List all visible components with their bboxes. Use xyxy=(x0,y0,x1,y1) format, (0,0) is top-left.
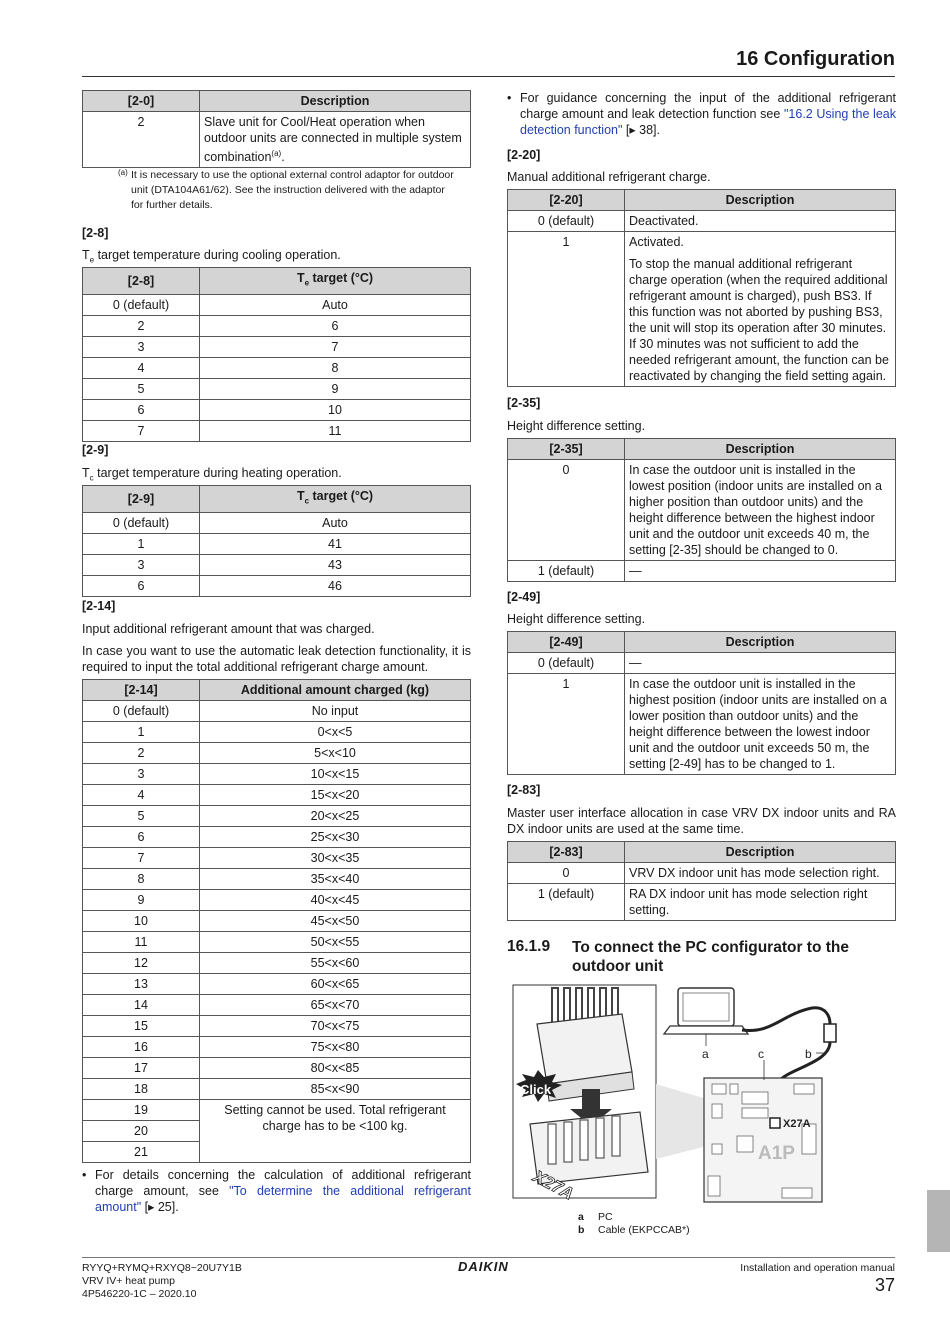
figure-legend xyxy=(578,1211,690,1237)
table-row: 0 (default) No input xyxy=(83,701,471,722)
page-number: 37 xyxy=(874,1275,895,1295)
table-row: 0 (default) Auto xyxy=(83,512,471,533)
intro-2-49: Height difference setting. xyxy=(507,612,646,626)
page-arrow-icon: ▸ xyxy=(629,123,636,137)
table-row: 0 VRV DX indoor unit has mode selection right. xyxy=(508,863,896,884)
table-row: 19 Setting cannot be used. Total refrigerant charge has to be <100 kg. xyxy=(83,1100,471,1121)
table-row: 4 8 xyxy=(83,357,471,378)
table-2-49: [2-49] Description 0 (default) — 1 In case the outdoor unit is installed in the highest position (indoor units are installed on a lower position than outdoor units) and the height difference between the lowest indoor unit and the outdoor unit exceeds 50 m, the setting [2-49] has to be changed to 1. xyxy=(507,631,896,775)
col-header: Description xyxy=(200,91,471,112)
heading-2-8: [2-8] xyxy=(82,226,109,240)
plug-housing xyxy=(537,1014,632,1084)
table-2-0 xyxy=(82,90,471,168)
legend-item: a PC xyxy=(578,1211,613,1223)
table-row: 15 70<x<75 xyxy=(83,1016,471,1037)
heading-2-9: [2-9] xyxy=(82,443,109,457)
table-row: 2 Slave unit for Cool/Heat operation when outdoor units are connected in multiple system combination$^{(a)}$. xyxy=(83,112,471,168)
brand-logo: DAIKIN xyxy=(458,1259,509,1274)
table-row: 21 xyxy=(83,1142,471,1163)
table-row: 2 6 xyxy=(83,315,471,336)
heading-2-83: [2-83] xyxy=(507,783,541,797)
heading-2-49: [2-49] xyxy=(507,590,541,604)
cross-ref-link[interactable]: "16.2 Using the leak detection function" xyxy=(520,107,896,137)
table-row: 7 30<x<35 xyxy=(83,848,471,869)
table-row: 9 40<x<45 xyxy=(83,890,471,911)
para-2-14-b: In case you want to use the automatic leak detection functionality, it is required to input the total additional refrigerant charge amount. xyxy=(82,644,471,674)
board-connector-label: X27A xyxy=(783,1118,811,1130)
table-row: 1 Activated. To stop the manual additional refrigerant charge operation (when the required additional refrigerant amount is charged), push BS3. If this function was not aborted by pushing BS3, the unit will stop its operation after 30 minutes. If 30 minutes was not sufficient to add the needed refrigerant amount, the function can be reactivated by changing the field setting again. xyxy=(508,232,896,387)
table-row: 10 45<x<50 xyxy=(83,911,471,932)
table-row: 1 0<x<5 xyxy=(83,722,471,743)
legend-item: b Cable (EKPCCAB*) xyxy=(578,1224,690,1236)
table-row: 3 7 xyxy=(83,336,471,357)
heading-2-35: [2-35] xyxy=(507,396,541,410)
table-2-20: [2-20] Description 0 (default) Deactivated. 1 Activated. To stop the manual additional refrigerant charge operation (when the required additional refrigerant amount is charged), push BS3. If this function was not aborted by pushing BS3, the unit will stop its operation after 30 minutes. If 30 minutes was not sufficient to add the needed refrigerant amount, the function can be reactivated by changing the field setting again. xyxy=(507,189,896,387)
table-row: 18 85<x<90 xyxy=(83,1079,471,1100)
table-2-35: [2-35] Description 0 In case the outdoor unit is installed in the lowest position (indoor units are installed on a higher position than outdoor units) and the height difference between the highest indoor unit and the outdoor unit exceeds 40 m, the setting [2-35] should be changed to 0. 1 (default) — xyxy=(507,438,896,582)
bullet-note-right: • For guidance concerning the input of the additional refrigerant charge amount and leak detection function see "16.2 Using the leak detection function" [▸ 38]. xyxy=(507,91,896,137)
section-number: 16.1.9 xyxy=(507,938,551,955)
table-row: 6 10 xyxy=(83,399,471,420)
table-row: 12 55<x<60 xyxy=(83,953,471,974)
table-row: 11 50<x<55 xyxy=(83,932,471,953)
table-row: 0 (default) — xyxy=(508,653,896,674)
board-label: A1P xyxy=(758,1143,795,1164)
figure-svg xyxy=(512,984,842,1204)
table-row: 0 (default) Auto xyxy=(83,294,471,315)
page-arrow-icon: ▸ xyxy=(148,1200,155,1214)
table-2-83: [2-83] Description 0 VRV DX indoor unit has mode selection right. 1 (default) RA DX indoor unit has mode selection right setting. xyxy=(507,841,896,921)
table-row: 3 43 xyxy=(83,554,471,575)
footnote: (a) It is necessary to use the optional external control adaptor for outdoor unit (DTA104A61/62). See the instruction delivered with the adaptor for further details. xyxy=(118,168,454,211)
table-row: 0 (default) Deactivated. xyxy=(508,211,896,232)
click-label: Click xyxy=(520,1082,552,1097)
table-row: 2 5<x<10 xyxy=(83,743,471,764)
heading-2-20: [2-20] xyxy=(507,148,541,162)
table-row: 7 11 xyxy=(83,420,471,441)
table-2-8: [2-8] $T_e$ target (°C) 0 (default) Auto 2 6 3 7 4 8 5 9 6 10 7 11 xyxy=(82,267,471,442)
table-row: 5 20<x<25 xyxy=(83,806,471,827)
intro-2-8: $T_e$ target temperature during cooling operation. xyxy=(82,248,341,265)
table-row: 6 46 xyxy=(83,575,471,596)
table-row: 16 75<x<80 xyxy=(83,1037,471,1058)
para-2-14-a: Input additional refrigerant amount that was charged. xyxy=(82,622,375,636)
intro-2-9: $T_c$ target temperature during heating operation. xyxy=(82,466,342,483)
cable xyxy=(742,1008,830,1031)
table-2-14: [2-14] Additional amount charged (kg) 0 (default) No input 1 0<x<5 2 5<x<10 3 10<x<15 4 15<x<20 5 20<x<25 6 25<x<30 7 30<x<35 8 35<x<40 9 40<x<45 10 45<x<50 11 50<x<55 12 55<x<60 13 60<x<65 14 65<x<70 15 70<x<75 16 75<x<80 17 80<x<85 18 85<x<90 19 Setting cannot be used. Total refrigerant charge has to be <100 kg. 20 21 xyxy=(82,679,471,1163)
table-row: 1 (default) RA DX indoor unit has mode selection right setting. xyxy=(508,884,896,921)
intro-2-83: Master user interface allocation in case VRV DX indoor units and RA DX indoor units are used at the same time. xyxy=(507,806,896,836)
table-row: 13 60<x<65 xyxy=(83,974,471,995)
bullet-note-left: • For details concerning the calculation of additional refrigerant charge amount, see "To determine the additional refrigerant amount" [▸ 25]. xyxy=(82,1168,471,1214)
connector-label: X27A xyxy=(530,1166,577,1204)
table-row: 6 25<x<30 xyxy=(83,827,471,848)
table-row: 1 41 xyxy=(83,533,471,554)
chapter-title: 16 Configuration xyxy=(736,48,895,70)
callout-b: b xyxy=(805,1047,812,1061)
cross-ref-link[interactable]: "To determine the additional refrigerant amount" xyxy=(95,1184,471,1214)
table-row: 8 35<x<40 xyxy=(83,869,471,890)
table-row: 14 65<x<70 xyxy=(83,995,471,1016)
table-row: 20 xyxy=(83,1121,471,1142)
table-row: 17 80<x<85 xyxy=(83,1058,471,1079)
footer-rule xyxy=(82,1257,895,1258)
col-header: [2-0] xyxy=(83,91,200,112)
callout-c: c xyxy=(758,1047,764,1061)
table-row: 0 In case the outdoor unit is installed in the lowest position (indoor units are installed on a higher position than outdoor units) and the height difference between the highest indoor unit and the outdoor unit exceeds 40 m, the setting [2-35] should be changed to 0. xyxy=(508,460,896,561)
section-title: To connect the PC configurator to the outdoor unit xyxy=(572,939,849,975)
table-row: 1 In case the outdoor unit is installed in the highest position (indoor units are installed on a lower position than outdoor units) and the height difference between the lowest indoor unit and the outdoor unit exceeds 50 m, the setting [2-49] has to be changed to 1. xyxy=(508,674,896,775)
footer-model: RYYQ+RYMQ+RXYQ8~20U7Y1B VRV IV+ heat pump 4P546220-1C – 2020.10 xyxy=(82,1262,242,1300)
intro-2-35: Height difference setting. xyxy=(507,419,646,433)
header-rule xyxy=(82,76,895,77)
intro-2-20: Manual additional refrigerant charge. xyxy=(507,170,711,184)
x27a-socket xyxy=(770,1118,780,1128)
table-row: 3 10<x<15 xyxy=(83,764,471,785)
table-row: 1 (default) — xyxy=(508,561,896,582)
usb-plug-icon xyxy=(824,1024,836,1042)
connection-figure xyxy=(512,984,842,1204)
heading-2-14: [2-14] xyxy=(82,599,116,613)
table-row: 4 15<x<20 xyxy=(83,785,471,806)
callout-a: a xyxy=(702,1047,709,1061)
footer-manual: Installation and operation manual xyxy=(740,1262,895,1274)
chapter-thumb-tab xyxy=(927,1190,950,1252)
table-2-9: [2-9] $T_c$ target (°C) 0 (default) Auto 1 41 3 43 6 46 xyxy=(82,485,471,597)
table-row: 5 9 xyxy=(83,378,471,399)
